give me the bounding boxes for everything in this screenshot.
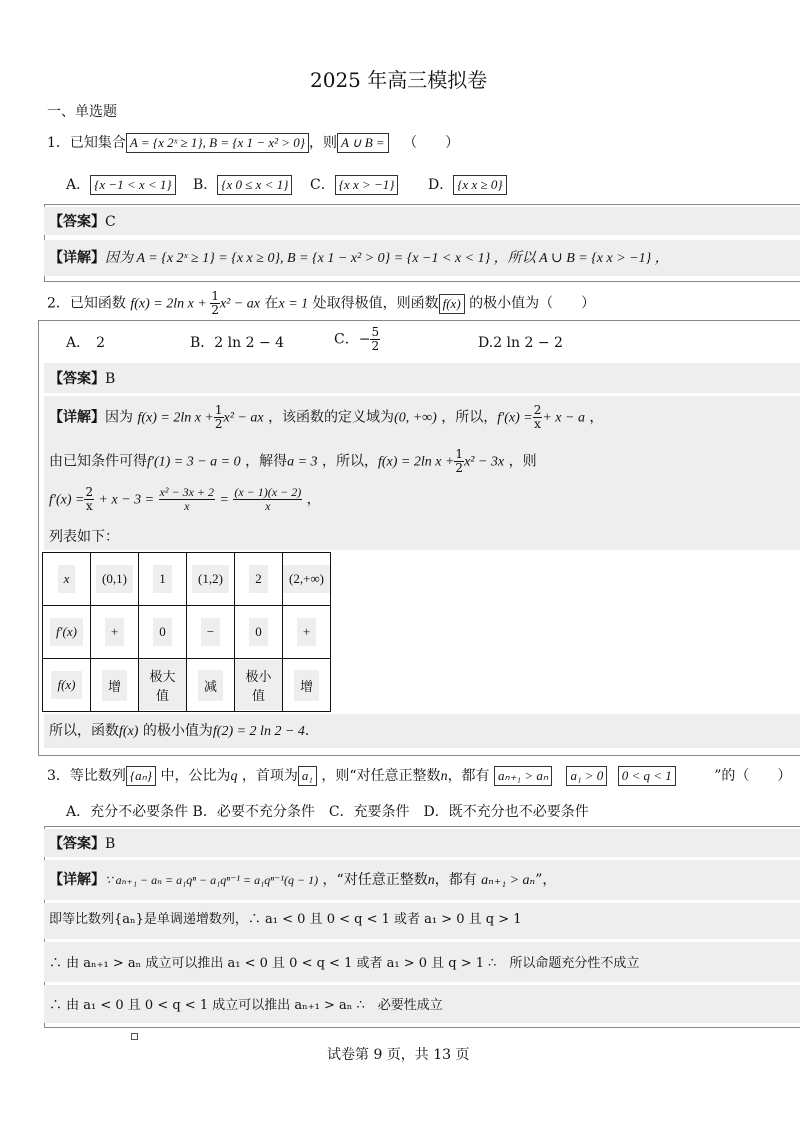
q1-option-b[interactable]: B． {x 0 ≤ x < 1} xyxy=(193,175,292,195)
q1-stem: 1．已知集合 A = {x 2ˣ ≥ 1}, B = {x 1 − x² > 0} ，则 A ∪ B = （ ） xyxy=(47,135,460,151)
q3-detail-2: 即等比数列{aₙ}是单调递增数列，∴ a₁ < 0 且 0 < q < 1 或者 a₁ > 0 且 q > 1 xyxy=(49,912,522,927)
q2-detail-line2: 由已知条件可得f′(1) = 3 − a = 0 ，解得a = 3 ，所以，f(x) = 2ln x + $\frac{1}{2}$ x² − 3x ，则 xyxy=(49,447,537,475)
q3-detail-1: 【详解】∵ aₙ₊₁ − aₙ = a₁qⁿ − a₁qⁿ⁻¹ = a₁qⁿ⁻¹(q − 1) ，“对任意正整数n，都有 aₙ₊₁ > aₙ”， xyxy=(49,872,557,888)
q2-option-c[interactable]: C．− $\frac{5}{2}$ xyxy=(334,325,380,353)
q2-conclusion: 所以，函数f(x) 的极小值为f(2) = 2 ln 2 − 4． xyxy=(49,723,319,739)
q2-option-d[interactable]: D.2 ln 2 − 2 xyxy=(478,335,563,351)
q2-stem: 2．已知函数 f(x) = 2ln x + $\frac{1}{2}$ x² − ax 在x = 1 处取得极值，则函数 f(x) 的极小值为（ ） xyxy=(47,289,596,317)
q2-option-a[interactable]: A． 2 xyxy=(66,335,106,351)
page-title: 2025 年高三模拟卷 xyxy=(310,68,488,92)
q1-option-a[interactable]: A． {x −1 < x < 1} xyxy=(66,175,176,195)
q3-answer: 【答案】B xyxy=(49,836,116,852)
q3-stem: 3．等比数列 {aₙ} 中，公比为q ，首项为 a₁ ，则“对任意正整数n，都有 aₙ₊₁ > aₙ a₁ > 0 0 < q < 1 ”的（ ） xyxy=(47,768,792,784)
table-row: f(x) 增 极大值 减 极小值 增 xyxy=(43,659,331,712)
q3-detail-4: ∴ 由 a₁ < 0 且 0 < q < 1 成立可以推出 aₙ₊₁ > aₙ ∴ 必要性成立 xyxy=(49,998,443,1013)
q1-option-c[interactable]: C． {x x > −1} xyxy=(310,175,398,195)
q1-option-d[interactable]: D． {x x ≥ 0} xyxy=(428,175,507,195)
q3-options[interactable]: A．充分不必要条件 B．必要不充分条件 C．充要条件 D．既不充分也不必要条件 xyxy=(66,804,589,820)
q3-detail-3: ∴ 由 aₙ₊₁ > aₙ 成立可以推出 a₁ < 0 且 0 < q < 1 或者 a₁ > 0 且 q > 1 ∴ 所以命题充分性不成立 xyxy=(49,956,640,971)
q2-answer: 【答案】B xyxy=(49,371,116,387)
page-footer: 试卷第 9 页，共 13 页 xyxy=(327,1047,470,1063)
marker-square-icon xyxy=(131,1033,138,1040)
q1-answer: 【答案】C xyxy=(49,214,116,230)
q2-sign-table xyxy=(42,552,331,712)
q2-list-label: 列表如下： xyxy=(49,529,119,545)
q2-answer-row xyxy=(44,363,800,393)
q1-sets: A = {x 2ˣ ≥ 1}, B = {x 1 − x² > 0} xyxy=(126,133,309,153)
section-heading: 一、单选题 xyxy=(47,104,117,120)
table-row: f′(x) + 0 − 0 + xyxy=(43,606,331,659)
q1-detail: 【详解】因为 A = {x 2ˣ ≥ 1} = {x x ≥ 0}, B = {x 1 − x² > 0} = {x −1 < x < 1} ，所以 A ∪ B = {x x > −1} ， xyxy=(49,250,669,266)
q2-detail-line3: f′(x) = $\frac{2}{x}$ + x − 3 = $\frac{\text{x² − 3x + 2}}{x}$ = $\frac{(x - 1)(x - 2)}{x}$ ， xyxy=(49,485,321,513)
q1-answer-row xyxy=(44,207,800,235)
table-row: x (0,1) 1 (1,2) 2 (2,+∞) xyxy=(43,553,331,606)
q2-option-b[interactable]: B．2 ln 2 − 4 xyxy=(190,335,285,351)
q3-answer-row xyxy=(44,829,800,857)
q2-detail-line1: 【详解】因为 f(x) = 2ln x + $\frac{1}{2}$ x² − ax ，该函数的定义域为(0, +∞) ，所以，f′(x) = $\frac{2}{x}$ + x − a ， xyxy=(49,403,604,431)
q1-union: A ∪ B = xyxy=(337,133,389,153)
